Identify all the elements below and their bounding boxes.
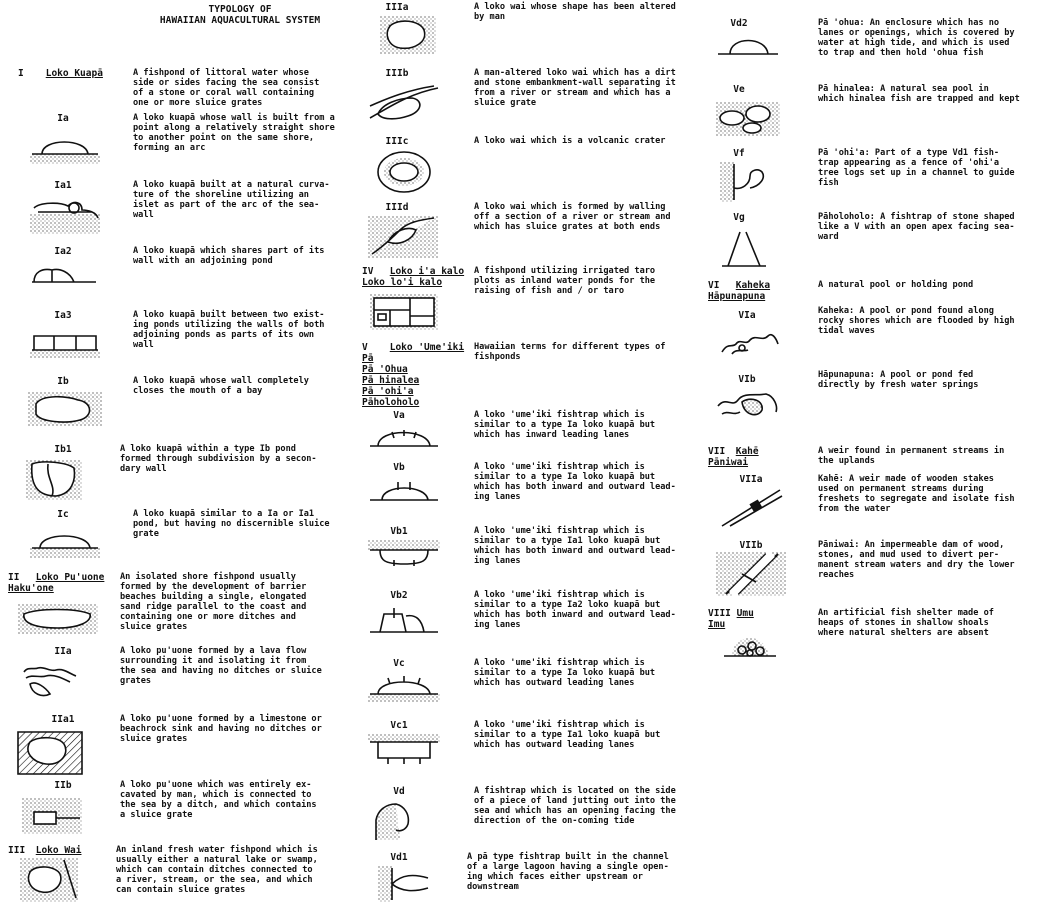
- entry-vd1-desc: A pā type fishtrap built in the channel of a large lagoon having a single open- ing which faces either upstream or downstream: [467, 852, 669, 892]
- illustration-viii: [722, 634, 778, 658]
- entry-vc1-desc: A loko 'ume'iki fishtrap which is similar to a type Ia1 loko kuapā but which has outward leading lanes: [474, 720, 661, 750]
- illustration-vf: [720, 162, 770, 202]
- code-vb1: Vb1: [390, 526, 408, 537]
- code-va: Va: [393, 410, 405, 421]
- code-iia1: IIa1: [51, 714, 75, 725]
- entry-vb-desc: A loko 'ume'iki fishtrap which is similar to a type Ia loko kuapā but which has both inward and outward lead- ing lanes: [474, 462, 676, 502]
- entry-ii-desc: An isolated shore fishpond usually formed by the development of barrier beaches building a single, elongated sand ridge parallel to the coast and containing one or more ditches and sluice grates: [120, 572, 307, 632]
- illustration-ve: [716, 102, 780, 136]
- illustration-iia: [20, 664, 80, 702]
- title-line-2: HAWAIIAN AQUACULTURAL SYSTEM: [159, 15, 321, 26]
- illustration-ii: [18, 604, 98, 634]
- illustration-ia3: [30, 332, 100, 358]
- section-vii: VII Kahē Pāniwai: [708, 446, 759, 468]
- code-ib1: Ib1: [54, 444, 72, 455]
- illustration-viib: [716, 552, 786, 596]
- entry-vd-desc: A fishtrap which is located on the side of a piece of land jutting out into the sea and which has an opening facing the direction of the on-coming tide: [474, 786, 676, 826]
- entry-v-desc: Hawaiian terms for different types of fishponds: [474, 342, 666, 362]
- code-vg: Vg: [733, 212, 745, 223]
- entry-viia-desc: Kahē: A weir made of wooden stakes used on permanent streams during freshets to segregate and isolate fish from the water: [818, 474, 1015, 514]
- section-iii: III Loko Wai: [8, 845, 82, 856]
- entry-vb2-desc: A loko 'ume'iki fishtrap which is similar to a type Ia2 loko kuapā but which has both inward and outward lead- ing lanes: [474, 590, 676, 630]
- illustration-ia1: [30, 198, 100, 234]
- illustration-iv: [370, 294, 438, 330]
- section-v: V Loko 'Ume'iki Pā Pā 'Ohua Pā hinalea Pā 'ohi'a Pāholoholo: [362, 342, 465, 408]
- illustration-via: [718, 326, 782, 360]
- illustration-ia2: [30, 262, 100, 290]
- illustration-ib1: [26, 460, 82, 500]
- code-ic: Ic: [57, 509, 69, 520]
- section-iv: IV Loko i'a kalo Loko lo'i kalo: [362, 266, 465, 288]
- entry-iii-desc: An inland fresh water fishpond which is usually either a natural lake or swamp, which can contain ditches connected to a river, stream, or the sea, and which can contain sluice grates: [116, 845, 318, 895]
- code-vb: Vb: [393, 462, 405, 473]
- entry-ia2-desc: A loko kuapā which shares part of its wall with an adjoining pond: [133, 246, 325, 266]
- entry-vd2-desc: Pā 'ohua: An enclosure which has no lanes or openings, which is covered by water at high tide, and which is used to trap and then hold 'ohua fish: [818, 18, 1015, 58]
- entry-i-desc: A fishpond of littoral water whose side or sides facing the sea consist of a stone or coral wall containing one or more sluice grates: [133, 68, 320, 108]
- code-iiia: IIIa: [385, 2, 409, 13]
- entry-viib-desc: Pāniwai: An impermeable dam of wood, stones, and mud used to divert per- manent stream waters and dry the lower reaches: [818, 540, 1015, 580]
- code-vd2: Vd2: [730, 18, 748, 29]
- entry-iib-desc: A loko pu'uone which was entirely ex- cavated by man, which is connected to the sea by a ditch, and which contains a sluice grate: [120, 780, 317, 820]
- illustration-vg: [722, 226, 766, 268]
- code-ia: Ia: [57, 113, 69, 124]
- code-ia3: Ia3: [54, 310, 72, 321]
- entry-iv-desc: A fishpond utilizing irrigated taro plots as inland water ponds for the raising of fish and / or taro: [474, 266, 656, 296]
- code-iia: IIa: [54, 646, 72, 657]
- code-vc1: Vc1: [390, 720, 408, 731]
- document-title: [120, 4, 360, 26]
- illustration-vb: [368, 478, 440, 504]
- code-vb2: Vb2: [390, 590, 408, 601]
- code-iiic: IIIc: [385, 136, 409, 147]
- entry-iiib-desc: A man-altered loko wai which has a dirt and stone embankment-wall separating it from a river or stream and which has a sluice grate: [474, 68, 676, 108]
- entry-iiia-desc: A loko wai whose shape has been altered by man: [474, 2, 676, 22]
- illustration-iii: [20, 858, 78, 902]
- code-vd: Vd: [393, 786, 405, 797]
- section-vi: VI Kaheka Hāpunapuna: [708, 280, 771, 302]
- illustration-iiid: [368, 216, 438, 258]
- entry-vg-desc: Pāholoholo: A fishtrap of stone shaped like a V with an open apex facing sea- ward: [818, 212, 1015, 242]
- entry-ib-desc: A loko kuapā whose wall completely closes the mouth of a bay: [133, 376, 309, 396]
- illustration-iib: [22, 798, 82, 834]
- illustration-va: [368, 424, 440, 450]
- illustration-iiib: [368, 84, 440, 124]
- code-ib: Ib: [57, 376, 69, 387]
- illustration-iiia: [380, 16, 436, 54]
- entry-vib-desc: Hāpunapuna: A pool or pond fed directly by fresh water springs: [818, 370, 979, 390]
- illustration-vb2: [368, 604, 440, 636]
- section-viii: VIII Umu Imu: [708, 608, 754, 630]
- entry-viii-desc: An artificial fish shelter made of heaps of stones in shallow shoals where natural shelters are absent: [818, 608, 994, 638]
- illustration-vd1: [378, 866, 434, 902]
- code-vf: Vf: [733, 148, 745, 159]
- entry-ia3-desc: A loko kuapā built between two exist- ing ponds utilizing the walls of both adjoining ponds as parts of its own wall: [133, 310, 325, 350]
- entry-via-desc: Kaheka: A pool or pond found along rocky shores which are flooded by high tidal waves: [818, 306, 1015, 336]
- entry-vii-desc: A weir found in permanent streams in the uplands: [818, 446, 1005, 466]
- entry-ia-desc: A loko kuapā whose wall is built from a point along a relatively straight shore to another point on the same shore, forming an arc: [133, 113, 335, 153]
- section-i: I Loko Kuapā: [18, 68, 103, 79]
- code-viia: VIIa: [739, 474, 763, 485]
- illustration-vc1: [368, 734, 440, 766]
- entry-ic-desc: A loko kuapā similar to a Ia or Ia1 pond, but having no discernible sluice grate: [133, 509, 330, 539]
- section-ii: II Loko Pu'uone Haku'one: [8, 572, 105, 594]
- entry-iiic-desc: A loko wai which is a volcanic crater: [474, 136, 666, 146]
- illustration-vib: [716, 386, 782, 424]
- illustration-viia: [718, 486, 784, 528]
- entry-vi-desc: A natural pool or holding pond: [818, 280, 974, 290]
- entry-iiid-desc: A loko wai which is formed by walling off a section of a river or stream and which has sluice grates at both ends: [474, 202, 671, 232]
- entry-vc-desc: A loko 'ume'iki fishtrap which is similar to a type Ia loko kuapā but which has outward leading lanes: [474, 658, 656, 688]
- code-viib: VIIb: [739, 540, 763, 551]
- code-ve: Ve: [733, 84, 745, 95]
- illustration-iiic: [376, 150, 436, 194]
- illustration-iia1: [18, 732, 82, 774]
- code-vc: Vc: [393, 658, 405, 669]
- code-ia2: Ia2: [54, 246, 72, 257]
- title-line-1: TYPOLOGY OF: [208, 4, 272, 15]
- code-iiid: IIId: [385, 202, 409, 213]
- entry-ib1-desc: A loko kuapā within a type Ib pond formed through subdivision by a secon- dary wall: [120, 444, 317, 474]
- illustration-ia: [30, 132, 100, 164]
- illustration-ib: [28, 392, 102, 426]
- code-vib: VIb: [738, 374, 756, 385]
- illustration-vb1: [368, 540, 440, 568]
- code-iib: IIb: [54, 780, 72, 791]
- code-ia1: Ia1: [54, 180, 72, 191]
- entry-vf-desc: Pā 'ohi'a: Part of a type Vd1 fish- trap appearing as a fence of 'ohi'a tree logs set up in a channel to guide fish: [818, 148, 1015, 188]
- illustration-vc: [368, 672, 440, 702]
- illustration-vd: [370, 800, 430, 842]
- entry-vb1-desc: A loko 'ume'iki fishtrap which is similar to a type Ia1 loko kuapā but which has both inward and outward lead- ing lanes: [474, 526, 676, 566]
- illustration-vd2: [716, 30, 780, 58]
- entry-va-desc: A loko 'ume'iki fishtrap which is similar to a type Ia loko kuapā but which has inward leading lanes: [474, 410, 656, 440]
- illustration-ic: [30, 528, 100, 558]
- code-vd1: Vd1: [390, 852, 408, 863]
- entry-iia1-desc: A loko pu'uone formed by a limestone or beachrock sink and having no ditches or sluice grates: [120, 714, 322, 744]
- code-iiib: IIIb: [385, 68, 409, 79]
- entry-ia1-desc: A loko kuapā built at a natural curva- ture of the shoreline utilizing an islet as part of the arc of the sea- wall: [133, 180, 330, 220]
- entry-iia-desc: A loko pu'uone formed by a lava flow surrounding it and isolating it from the sea and having no ditches or sluice grates: [120, 646, 322, 686]
- code-via: VIa: [738, 310, 756, 321]
- entry-ve-desc: Pā hinalea: A natural sea pool in which hinalea fish are trapped and kept: [818, 84, 1020, 104]
